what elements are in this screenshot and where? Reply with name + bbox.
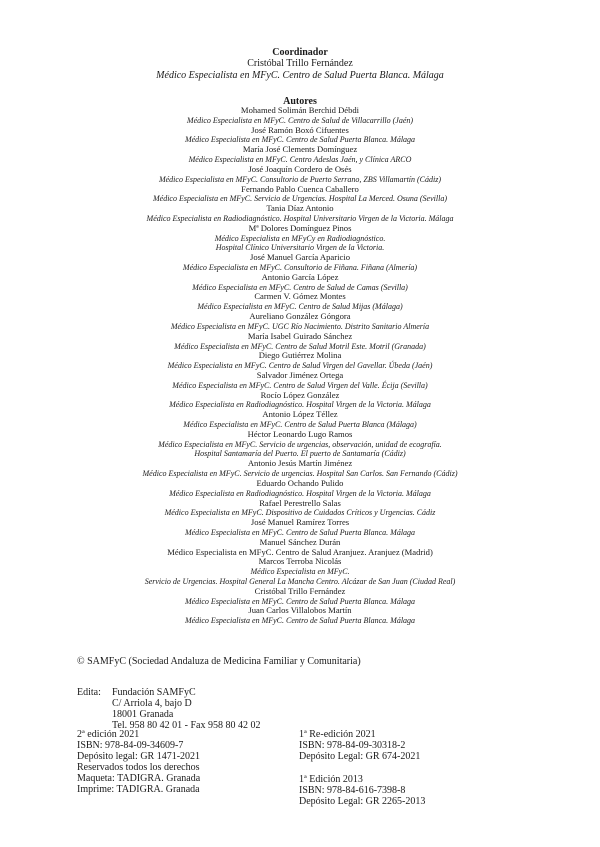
author-name: Manuel Sánchez Durán [259, 536, 341, 547]
author-name: Antonio López Téllez [262, 409, 338, 420]
publisher-address [112, 687, 260, 731]
author-affiliation: Médico Especialista en MFyC. Centro de Salud Puerta Blanca. Málaga [184, 596, 416, 606]
author-name: María José Clements Domínguez [242, 144, 358, 155]
author-affiliation: Médico Especialista en MFyC. Dispositivo de Cuidados Críticos y Urgencias. Cádiz [164, 508, 436, 518]
author-name: Rocío López González [260, 389, 340, 400]
authors-list [0, 106, 600, 626]
author-name: Marcos Terroba Nicolás [258, 556, 342, 567]
copyright-notice: © SAMFyC (Sociedad Andaluza de Medicina Familiar y Comunitaria) [77, 656, 361, 667]
publisher-line: Tel. 958 80 42 01 - Fax 958 80 42 02 [112, 720, 261, 731]
author-name: Mª Dolores Domínguez Pinos [248, 222, 352, 233]
author-affiliation: Médico Especialista en Radiodiagnóstico. Hospital Universitario Virgen de la Victoria. Málaga [146, 213, 454, 223]
author-affiliation: Médico Especialista en MFyC. Centro de Salud Mijas (Málaga) [197, 302, 403, 312]
author-affiliation: Médico Especialista en MFyC. Centro de Salud Virgen del Gavellar. Úbeda (Jaén) [167, 361, 433, 371]
edition-line: 1ª Edición 2013 [299, 774, 363, 785]
author-affiliation: Médico Especialista en MFyC. Centro de Salud de Villacarrillo (Jaén) [186, 115, 414, 125]
authors-heading: Autores [283, 96, 317, 107]
author-affiliation: Médico Especialista en MFyC. Centro de Salud Puerta Blanca. Málaga [184, 527, 416, 537]
author-affiliation: Médico Especialista en Radiodiagnóstico. Hospital Virgen de la Victoria. Málaga [169, 488, 431, 498]
author-name: José Ramón Boxó Cifuentes [251, 124, 349, 135]
publisher-label: Edita: [77, 687, 101, 698]
author-affiliation: Médico Especialista en MFyC. Consultorio de Puerto Serrano, ZBS Villamartín (Cádiz) [158, 174, 442, 184]
author-affiliation: Hospital Santamaría del Puerto. El puerto de Santamaría (Cádiz) [194, 449, 406, 459]
author-name: María Isabel Guirado Sánchez [247, 330, 353, 341]
author-name: Diego Gutiérrez Molina [258, 350, 342, 361]
author-name: Médico Especialista en MFyC. Centro de Salud Aranjuez. Aranjuez (Madrid) [167, 546, 433, 557]
author-name: Tania Díaz Antonio [266, 203, 334, 214]
edition-line: Imprime: TADIGRA. Granada [77, 784, 200, 795]
edition-line: Depósito Legal: GR 674-2021 [299, 751, 421, 762]
author-affiliation: Médico Especialista en MFyC. Servicio de Urgencias. Hospital La Merced. Osuna (Sevilla) [152, 194, 447, 204]
author-affiliation: Médico Especialista en MFyC. Centro de Salud Puerta Blanca. Málaga [184, 135, 416, 145]
author-affiliation: Médico Especialista en MFyC. Centro de Salud Puerta Blanca. Málaga [184, 616, 416, 626]
author-name: Eduardo Ochando Pulido [256, 477, 344, 488]
edition-2021-block [77, 729, 200, 795]
author-affiliation: Médico Especialista en MFyC. [250, 567, 350, 577]
author-name: Cristóbal Trillo Fernández [254, 585, 346, 596]
author-name: Mohamed Solimán Berchid Débdi [240, 105, 360, 115]
author-affiliation: Médico Especialista en MFyCy en Radiodiagnóstico. [214, 233, 386, 243]
coordinator-name: Cristóbal Trillo Fernández [247, 58, 353, 69]
author-affiliation: Médico Especialista en MFyC. Centro de Salud Virgen del Valle. Écija (Sevilla) [172, 380, 428, 390]
edition-line: 1ª Re-edición 2021 [299, 729, 376, 740]
author-name: Héctor Leonardo Lugo Ramos [247, 428, 353, 439]
author-name: Rafael Perestrello Salas [259, 497, 341, 508]
author-affiliation: Médico Especialista en MFyC. Servicio de urgencias, observación, unidad de ecografía. [158, 439, 442, 449]
author-affiliation: Médico Especialista en MFyC. Servicio de urgencias. Hospital San Carlos. San Fernando (Cádiz) [142, 469, 458, 479]
author-name: Salvador Jiménez Ortega [256, 369, 344, 380]
publisher-line: Fundación SAMFyC [112, 687, 196, 698]
edition-line: ISBN: 978-84-616-7398-8 [299, 785, 406, 796]
publisher-line: 18001 Granada [112, 709, 174, 720]
author-affiliation: Hospital Clínico Universitario Virgen de la Victoria. [215, 243, 385, 253]
edition-line: Maqueta: TADIGRA. Granada [77, 773, 201, 784]
edition-line: Reservados todos los derechos [77, 762, 200, 773]
coordinator-role: Médico Especialista en MFyC. Centro de Salud Puerta Blanca. Málaga [156, 70, 444, 81]
author-name: José Manuel García Aparicio [250, 252, 350, 263]
edition-line: ISBN: 978-84-09-30318-2 [299, 740, 406, 751]
author-name: Antonio García López [261, 271, 339, 282]
author-name: Fernando Pablo Cuenca Caballero [241, 183, 359, 194]
author-affiliation: Médico Especialista en MFyC. UGC Río Nacimiento. Distrito Sanitario Almería [170, 321, 430, 331]
publisher-line: C/ Arriola 4, bajo D [112, 698, 192, 709]
author-name: Aureliano González Góngora [249, 311, 351, 322]
author-affiliation: Servicio de Urgencias. Hospital General La Mancha Centro. Alcázar de San Juan (Ciudad Real) [144, 577, 456, 586]
author-affiliation: Médico Especialista en MFyC. Consultorio de Fiñana. Fiñana (Almería) [182, 263, 418, 272]
author-affiliation: Médico Especialista en MFyC. Centro de Salud de Camas (Sevilla) [192, 282, 408, 292]
edition-line: Depósito legal: GR 1471-2021 [77, 751, 201, 762]
author-name: Carmen V. Gómez Montes [254, 291, 346, 302]
author-affiliation: Médico Especialista en MFyC. Centro Adeslas Jaén, y Clínica ARCO [188, 155, 412, 165]
author-name: Juan Carlos Villalobos Martín [248, 605, 352, 616]
author-name: José Manuel Ramírez Torres [250, 517, 350, 528]
reedition-2021-block [299, 729, 420, 762]
coordinator-heading: Coordinador [272, 47, 328, 58]
author-name: José Joaquín Cordero de Osés [248, 163, 352, 174]
author-affiliation: Médico Especialista en MFyC. Centro de Salud Puerta Blanca (Málaga) [183, 420, 417, 429]
edition-line: 2ª edición 2021 [77, 729, 140, 740]
edition-line: Depósito Legal: GR 2265-2013 [299, 796, 426, 807]
author-affiliation: Médico Especialista en Radiodiagnóstico. Hospital Virgen de la Victoria. Málaga [169, 400, 431, 410]
author-affiliation: Médico Especialista en MFyC. Centro de Salud Motril Este. Motril (Granada) [174, 341, 426, 351]
edition-line: ISBN: 978-84-09-34609-7 [77, 740, 184, 751]
edition-2013-block [299, 774, 425, 807]
author-name: Antonio Jesús Martín Jiménez [247, 458, 353, 469]
